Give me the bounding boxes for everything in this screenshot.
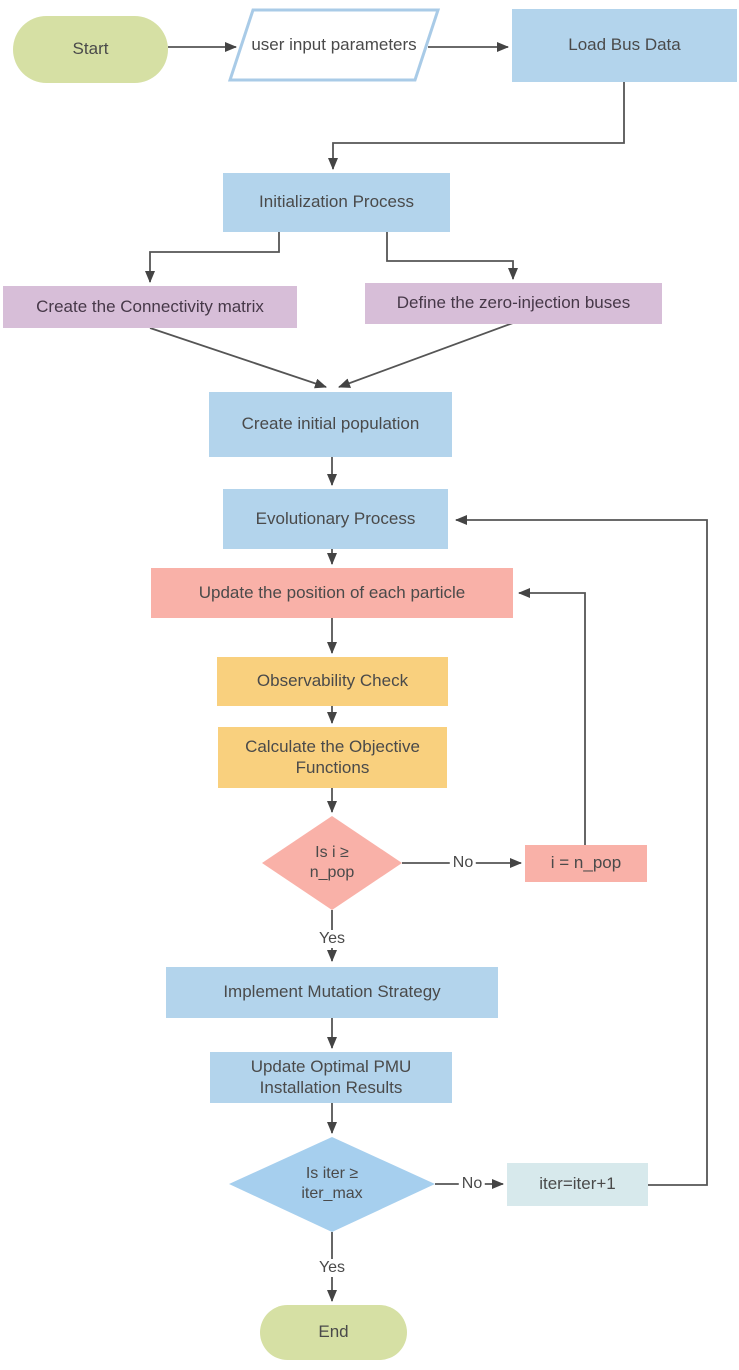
load-bus-data-box — [512, 9, 737, 82]
pmu-results-box — [210, 1052, 452, 1103]
mutation-strategy-label: Implement Mutation Strategy — [223, 982, 441, 1002]
i-npop-assign-box — [525, 845, 647, 882]
iter-decision-text — [252, 1154, 412, 1214]
start-label: Start — [72, 39, 109, 59]
iter-decision-line1: Is iter ≥ — [305, 1165, 359, 1183]
end-terminator — [260, 1305, 407, 1360]
end-label: End — [318, 1322, 349, 1342]
initial-population-box — [209, 392, 452, 457]
i-npop-decision-line2: n_pop — [309, 864, 355, 881]
iter-decision-line2: iter_max — [301, 1185, 363, 1202]
pmu-results-label: Update Optimal PMU Installation Results — [250, 1056, 412, 1097]
connectivity-matrix-label: Create the Connectivity matrix — [36, 296, 264, 316]
evolutionary-process-label: Evolutionary Process — [255, 508, 416, 528]
update-position-box — [151, 568, 513, 618]
user-input-text — [240, 10, 428, 80]
i-npop-decision-line1: Is i ≥ — [315, 844, 349, 862]
edge-label-yes-2: Yes — [316, 1259, 348, 1277]
connectivity-matrix-box — [3, 286, 297, 328]
update-position-label: Update the position of each particle — [198, 582, 466, 602]
i-npop-assign-label: i = n_pop — [550, 853, 622, 873]
edge-label-no-1: No — [450, 854, 476, 872]
zero-injection-label: Define the zero-injection buses — [396, 293, 631, 313]
i-npop-decision-text — [272, 833, 392, 893]
mutation-strategy-box — [166, 967, 498, 1018]
objective-functions-box — [218, 727, 447, 788]
user-input-label: user input parameters — [251, 34, 417, 54]
initial-population-label: Create initial population — [241, 414, 420, 434]
start-terminator — [13, 16, 168, 83]
objective-functions-label: Calculate the Objective Functions — [245, 736, 420, 777]
initialization-process-label: Initialization Process — [259, 192, 414, 212]
edge-label-no-2: No — [459, 1175, 485, 1193]
iter-increment-box — [507, 1163, 648, 1206]
edge-label-yes-1: Yes — [316, 930, 348, 948]
initialization-process-box — [223, 173, 450, 232]
load-bus-data-label: Load Bus Data — [568, 35, 681, 55]
iter-increment-label: iter=iter+1 — [539, 1174, 616, 1194]
evolutionary-process-box — [223, 489, 448, 549]
observability-check-box — [217, 657, 448, 706]
zero-injection-box — [365, 283, 662, 324]
observability-check-label: Observability Check — [256, 671, 409, 691]
